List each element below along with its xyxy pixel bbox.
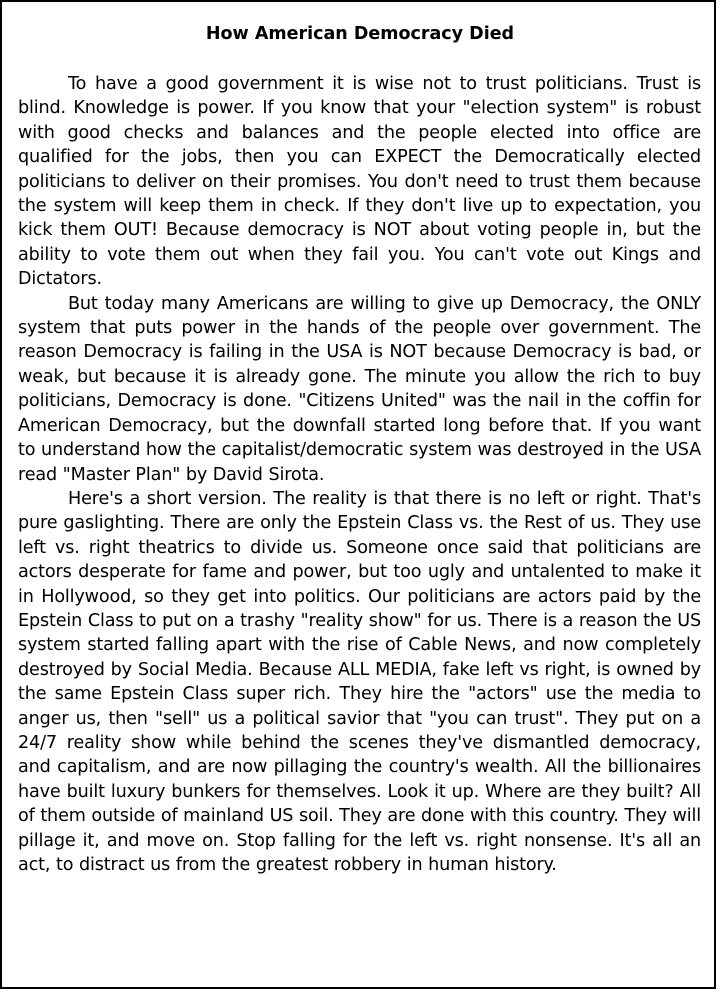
document-body	[18, 72, 701, 877]
paragraph-2: But today many Americans are willing to give up Democracy, the ONLY system that puts power in the hands of the people over government. The reason Democracy is failing in the USA is NOT because Democracy is bad, or weak, but because it is already gone. The minute you allow the rich to buy politicians, Democracy is done. "Citizens United" was the nail in the coffin for American Democracy, but the downfall started long before that. If you want to understand how the capitalist/democratic system was destroyed in the USA read "Master Plan" by David Sirota.	[18, 293, 701, 485]
paragraph-1: To have a good government it is wise not to trust politicians. Trust is blind. Knowledge is power. If you know that your "election system" is robust with good checks and balances and the people elected into office are qualified for the jobs, then you can EXPECT the Democratically elected politicians to deliver on their promises. You don't need to trust them because the system will keep them in check. If they don't live up to expectation, you kick them OUT! Because democracy is NOT about voting people in, but the ability to vote them out when they fail you. You can't vote out Kings and Dictators.	[18, 74, 701, 290]
paragraph-3: Here's a short version. The reality is that there is no left or right. That's pure gaslighting. There are only the Epstein Class vs. the Rest of us. They use left vs. right theatrics to divide us. Someone once said that politicians are actors desperate for fame and power, but too ugly and untalented to make it in Hollywood, so they get into politics. Our politicians are actors paid by the Epstein Class to put on a trashy "reality show" for us. There is a reason the US system started falling apart with the rise of Cable News, and now completely destroyed by Social Media. Because ALL MEDIA, fake left vs right, is owned by the same Epstein Class super rich. They hire the "actors" use the media to anger us, then "sell" us a political savior that "you can trust". They put on a 24/7 reality show while behind the scenes they've dismantled democracy, and capitalism, and are now pillaging the country's wealth. All the billionaires have built luxury bunkers for themselves. Look it up. Where are they built? All of them outside of mainland US soil. They are done with this country. They will pillage it, and move on. Stop falling for the left vs. right nonsense. It's all an act, to distract us from the greatest robbery in human history.	[18, 488, 701, 875]
document-title: How American Democracy Died	[205, 24, 515, 44]
